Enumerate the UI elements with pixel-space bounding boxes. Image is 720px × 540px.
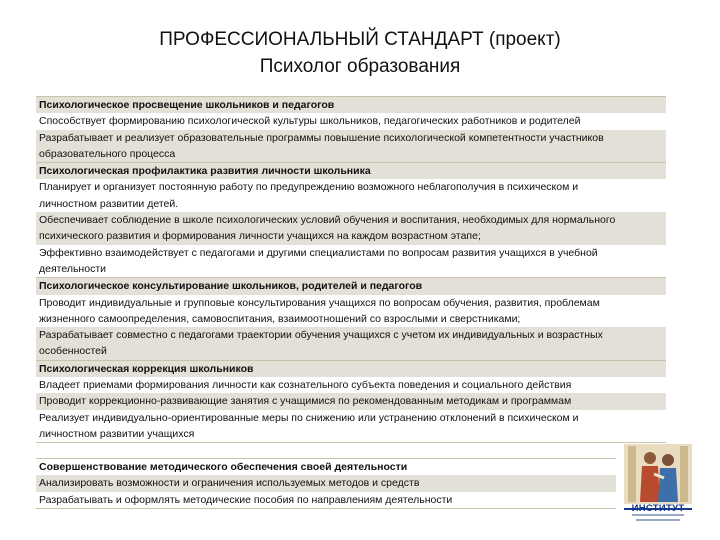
section-text-line: личностном развитии детей.	[39, 197, 179, 210]
section-text-line: образовательного процесса	[36, 146, 666, 162]
section-text-line: Разрабатывает и реализует образовательные программы повышение психологической компетентности участников	[36, 130, 666, 146]
section-text-line: Реализует индивидуально-ориентированные меры по снижению или устранению отклонений в психическом и	[39, 411, 579, 424]
standard-table	[36, 96, 666, 443]
section-text-line: деятельности	[39, 262, 106, 275]
title-line-1: ПРОФЕССИОНАЛЬНЫЙ СТАНДАРТ (проект)	[159, 29, 561, 50]
section-header: Психологическое консультирование школьников, родителей и педагогов	[36, 278, 666, 294]
section-text-line: Разрабатывает совместно с педагогами траектории обучения учащихся с учетом их индивидуальных и возрастных	[36, 327, 666, 343]
logo-label: ИНСТИТУТ	[631, 503, 685, 514]
section-consulting	[36, 278, 666, 360]
section-text-line: психического развития и формирования личности учащихся на каждом возрастном этапе;	[36, 228, 666, 244]
section-text-line: Проводит коррекционно-развивающие занятия с учащимися по рекомендованным методикам и программам	[36, 393, 666, 409]
section-text-line: Владеет приемами формирования личности как сознательного субъекта поведения и социального действия	[39, 379, 572, 392]
section-header: Совершенствование методического обеспечения своей деятельности	[39, 461, 408, 473]
section-header: Психологическая профилактика развития личности школьника	[36, 163, 666, 179]
section-text-line: Проводит индивидуальные и групповые консультирования учащихся по вопросам обучения, развития, проблемам	[39, 296, 600, 309]
section-correction	[36, 361, 666, 443]
section-text-line: Анализировать возможности и ограничения используемых методов и средств	[36, 475, 616, 491]
section-text-line: Способствует формированию психологической культуры школьников, педагогических работников и родителей	[39, 115, 581, 128]
title-line-2: Психолог образования	[259, 56, 461, 77]
section-text-line: личностном развитии учащихся	[39, 427, 195, 440]
methodical-table	[36, 458, 616, 509]
section-text-line: жизненного самоопределения, самовоспитания, взаимоотношений со взрослыми и сверстниками;	[39, 312, 521, 325]
section-text-line: Эффективно взаимодействует с педагогами и другими специалистами по вопросам развития учащихся в учебной	[39, 246, 598, 259]
section-header: Психологическая коррекция школьников	[36, 361, 666, 377]
section-text-line: особенностей	[36, 343, 666, 359]
section-header: Психологическое просвещение школьников и педагогов	[36, 97, 666, 113]
section-prevention	[36, 163, 666, 278]
section-enlightenment	[36, 97, 666, 163]
page-title	[0, 26, 720, 80]
section-methodical	[36, 459, 616, 509]
section-text-line: Разрабатывать и оформлять методические пособия по направлениям деятельности	[39, 493, 453, 506]
section-text-line: Планирует и организует постоянную работу по предупреждению возможного неблагополучия в психическом и	[39, 181, 579, 194]
section-text-line: Обеспечивает соблюдение в школе психологических условий обучения и воспитания, необходимых для нормального	[36, 212, 666, 228]
